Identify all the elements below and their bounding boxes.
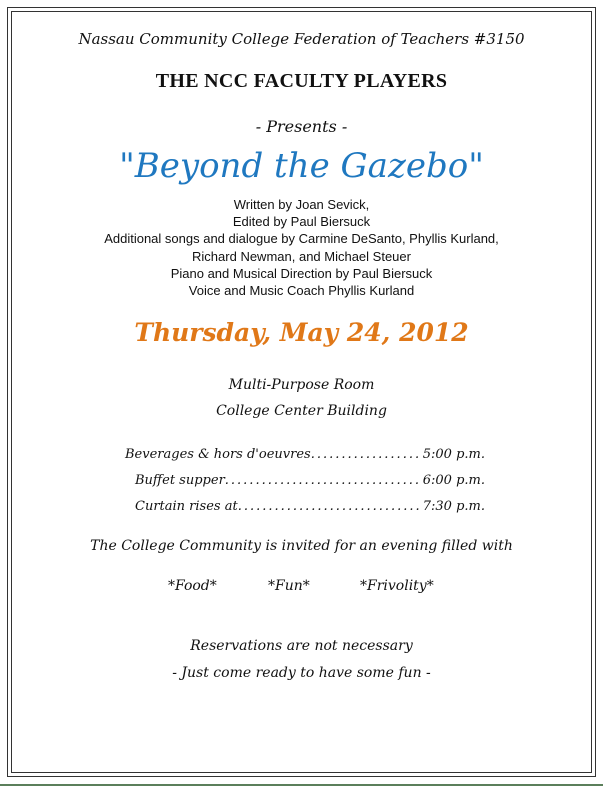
leader-dots — [225, 468, 419, 494]
credit-line: Richard Newman, and Michael Steuer — [192, 248, 411, 264]
venue-room: Multi-Purpose Room — [228, 377, 375, 393]
credit-line: Piano and Musical Direction by Paul Biersuck — [170, 265, 433, 281]
schedule-row — [125, 468, 485, 494]
leader-dots — [238, 494, 419, 520]
credit-line: Additional songs and dialogue by Carmine DeSanto, Phyllis Kurland, — [104, 231, 499, 247]
invite-line: The College Community is invited for an evening filled with — [90, 538, 513, 554]
credit-line: Voice and Music Coach Phyllis Kurland — [188, 283, 415, 299]
federation-line: Nassau Community College Federation of Teachers #3150 — [78, 30, 525, 48]
just-come-line: - Just come ready to have some fun - — [172, 665, 431, 681]
highlight-frivolity: *Frivolity* — [360, 578, 434, 594]
schedule-label: Buffet supper — [135, 473, 225, 488]
play-title: "Beyond the Gazebo" — [119, 146, 484, 186]
credit-line: Edited by Paul Biersuck — [232, 214, 371, 230]
schedule-row — [125, 494, 485, 520]
schedule-time: 7:30 p.m. — [422, 499, 485, 514]
leader-dots — [311, 442, 419, 468]
credits-block — [0, 196, 603, 299]
event-date: Thursday, May 24, 2012 — [134, 318, 469, 347]
credit-line: Written by Joan Sevick, — [233, 197, 370, 212]
players-heading: THE NCC FACULTY PLAYERS — [155, 70, 448, 92]
presents-line: - Presents - — [255, 117, 348, 136]
schedule-label: Curtain rises at — [135, 499, 238, 514]
schedule-list — [125, 442, 485, 520]
schedule-time: 5:00 p.m. — [422, 447, 485, 462]
highlights-row — [0, 578, 603, 600]
schedule-label: Beverages & hors d'oeuvres — [125, 447, 311, 462]
schedule-row — [125, 442, 485, 468]
schedule-time: 6:00 p.m. — [422, 473, 485, 488]
highlight-fun: *Fun* — [268, 578, 310, 594]
venue-block — [0, 372, 603, 424]
highlight-food: *Food* — [168, 578, 217, 594]
venue-building: College Center Building — [216, 403, 387, 419]
reservations-line: Reservations are not necessary — [190, 638, 413, 654]
